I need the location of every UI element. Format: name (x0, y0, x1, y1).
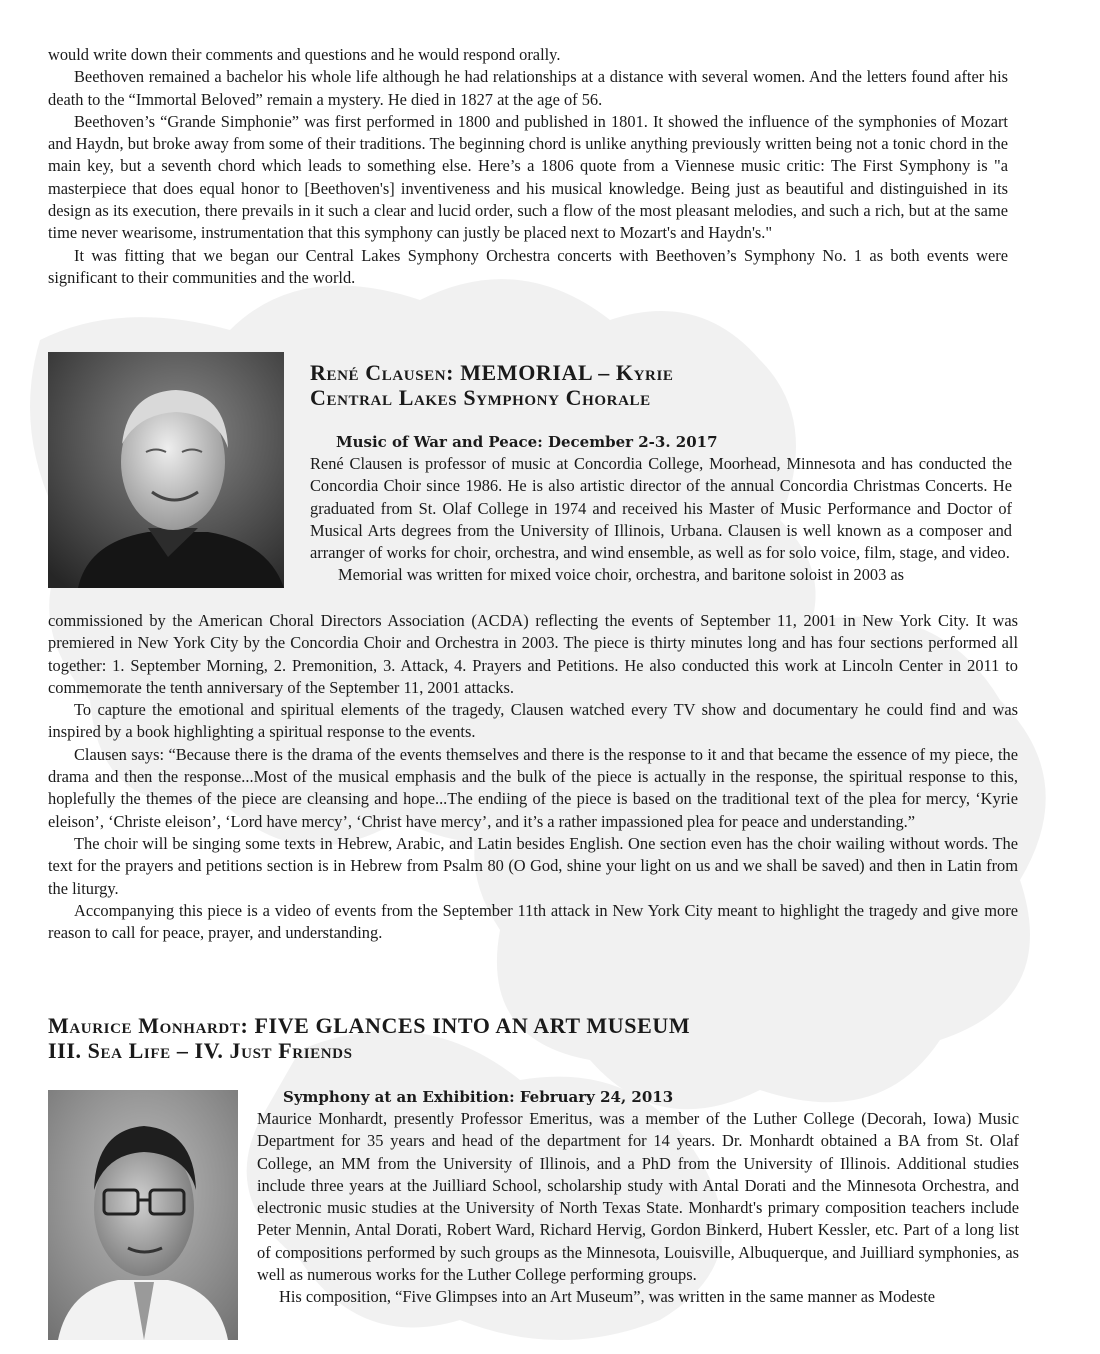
paragraph: To capture the emotional and spiritual elements of the tragedy, Clausen watched every TV show and documentary he could find and was inspired by a book highlighting a spiritual response to the events. (48, 700, 1018, 742)
paragraph: René Clausen is professor of music at Concordia College, Moorhead, Minnesota and has conducted the Concordia Choir since 1986. He is also artistic director of the annual Concordia Christmas Concerts. He graduated from St. Olaf College in 1974 and received his Master of Music Performance and Doctor of Musical Arts degrees from the University of Illinois, Urbana. Clausen is well known as a composer and arranger of works for choir, orchestra, and wind ensemble, as well as for solo voice, film, stage, and video. (310, 454, 1012, 563)
monhardt-heading-line1: Maurice Monhardt: FIVE GLANCES INTO AN ART MUSEUM (48, 1013, 691, 1038)
rene-clausen-photo (48, 352, 284, 588)
paragraph: commissioned by the American Choral Directors Association (ACDA) reflecting the events of September 11, 2001 in New York City. It was premiered in New York City by the Concordia Choir and Orchestra in 2003. The piece is thirty minutes long and has four sections performed all together: 1. September Morning, 2. Premonition, 3. Attack, 4. Prayers and Petitions. He also conducted this work at Lincoln Center in 2011 to commemorate the tenth anniversary of the September 11, 2001 attacks. (48, 611, 1018, 697)
paragraph: The choir will be singing some texts in Hebrew, Arabic, and Latin besides English. One section even has the choir wailing without words. The text for the prayers and petitions section is in Hebrew from Psalm 80 (O God, shine your light on us and we shall be saved) and then in Latin from the liturgy. (48, 833, 1018, 898)
beethoven-section (48, 44, 1008, 289)
paragraph: Beethoven’s “Grande Simphonie” was first performed in 1800 and published in 1801. It showed the influence of the symphonies of Mozart and Haydn, but broke away from some of their traditions. The beginning chord is unlike anything previously written being not a tonic chord in the main key, but a seventh chord which leads to something else. Here’s a 1806 quote from a Viennese music critic: The First Symphony is "a masterpiece that does equal honor to [Beethoven's] inventiveness and his musical knowledge. Being just as beautiful and distinguished in its design as its execution, there prevails in it such a clear and lucid order, such a flow of the most pleasant melodies, and such a rich, but at the same time never wearisome, instrumentation that this symphony can justly be placed next to Mozart's and Haydn's." (48, 111, 1008, 243)
monhardt-concert-title: Symphony at an Exhibition: February 24, 2013 (283, 1088, 674, 1106)
paragraph: Clausen says: “Because there is the drama of the events themselves and there is the response to it and that became the essence of my piece, the drama and then the response...Most of the musical emphasis and the bulk of the piece is actually in the response, the spiritual response to this, hoplefully the themes of the piece are cleansing and hope...The endiing of the piece is based on the traditional text of the plea for mercy, ‘Kyrie eleison’, ‘Christe eleison’, ‘Lord have mercy’, ‘Christ have mercy’, and it’s a rather impassioned plea for peace and understanding.” (48, 744, 1018, 831)
monhardt-heading (48, 1013, 690, 1063)
paragraph: Maurice Monhardt, presently Professor Emeritus, was a member of the Luther College (Decorah, Iowa) Music Department for 35 years and head of the department for 14 years. Dr. Monhardt obtained a BA from St. Olaf College, an MM from the University of Illinois, and a PhD from the University of Illinois. Additional studies include three years at the Juilliard School, scholarship study with Antal Dorati and the Minnesota Orchestra, and electronic music studies at the University of North Texas State. Monhardt's primary composition teachers include Peter Mennin, Antal Dorati, Robert Ward, Richard Hervig, Gordon Binkerd, Hubert Kessler, etc. Part of a long list of compositions performed by such groups as the Minnesota, Louisville, Albuquerque, and Juilliard symphonies, as well as numerous works for the Luther College performing groups. (257, 1109, 1019, 1285)
clausen-concert-title: Music of War and Peace: December 2-3. 2017 (336, 433, 718, 451)
paragraph: Accompanying this piece is a video of events from the September 11th attack in New York City meant to highlight the tragedy and give more reason to call for peace, prayer, and understanding. (48, 900, 1018, 943)
paragraph: His composition, “Five Glimpses into an Art Museum”, was written in the same manner as Modeste (279, 1287, 935, 1307)
clausen-heading (310, 360, 674, 410)
paragraph: Beethoven remained a bachelor his whole life although he had relationships at a distance with several women. And the letters found after his death to the “Immortal Beloved” remain a mystery. He died in 1827 at the age of 56. (48, 67, 1008, 109)
paragraph: It was fitting that we began our Central Lakes Symphony Orchestra concerts with Beethoven’s Symphony No. 1 as both events were significant to their communities and the world. (48, 245, 1008, 287)
monhardt-heading-line2: III. Sea Life – IV. Just Friends (48, 1038, 353, 1063)
clausen-memorial-body (48, 610, 1018, 944)
monhardt-bio (257, 1086, 1019, 1309)
clausen-bio (310, 431, 1012, 587)
maurice-monhardt-photo (48, 1090, 238, 1340)
clausen-heading-line2: Central Lakes Symphony Chorale (310, 385, 651, 410)
paragraph: would write down their comments and questions and he would respond orally. (48, 45, 561, 64)
clausen-heading-line1: René Clausen: MEMORIAL – Kyrie (310, 360, 674, 385)
paragraph: Memorial was written for mixed voice choir, orchestra, and baritone soloist in 2003 as (338, 565, 905, 585)
